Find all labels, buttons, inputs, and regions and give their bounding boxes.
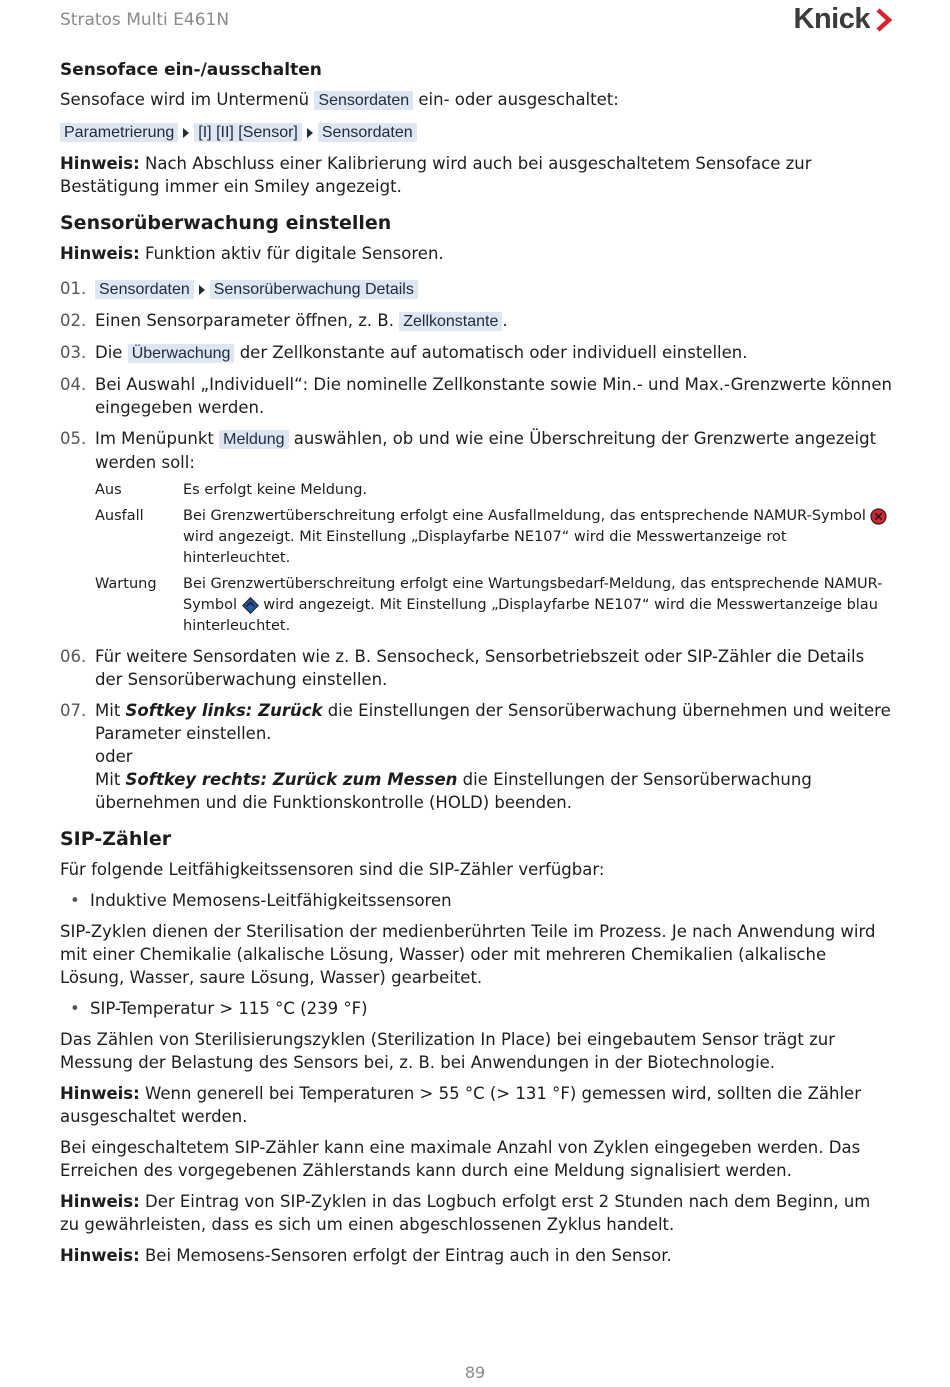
sensoface-note: Hinweis: Nach Abschluss einer Kalibrierung wird auch bei ausgeschaltetem Sensoface zur Bestätigung immer ein Smiley angezeigt. [60,154,812,196]
sip-intro: Für folgende Leitfähigkeitssensoren sind die SIP-Zähler verfügbar: [60,860,605,879]
sensoface-intro: Sensoface wird im Untermenü Sensordaten ein- oder ausgeschaltet: [60,90,619,109]
menu-parametrierung: Parametrierung [60,123,178,142]
monitoring-heading: Sensorüberwachung einstellen [60,212,392,234]
sip-paragraph: Das Zählen von Sterilisierungszyklen (Sterilization In Place) bei eingebautem Sensor trägt zur Messung der Belastung des Sensors bei, z. B. bei Anwendungen in der Biotechnologie. [60,1030,836,1072]
sip-note: Hinweis: Bei Memosens-Sensoren erfolgt der Eintrag auch in den Sensor. [60,1246,672,1265]
menu-zellkonstante: Zellkonstante [399,312,502,331]
menu-sensor-monitoring-details: Sensorüberwachung Details [210,280,418,299]
sip-note: Hinweis: Wenn generell bei Temperaturen > 55 °C (> 131 °F) gemessen wird, sollten die Zähler ausgeschaltet werden. [60,1084,861,1126]
arrow-right-icon [199,285,205,295]
chevron-right-icon [876,8,892,32]
sip-paragraph: Bei eingeschaltetem SIP-Zähler kann eine maximale Anzahl von Zyklen eingegeben werden. Das Erreichen des vorgegebenen Zählerstands kann durch eine Meldung signalisiert werden. [60,1138,861,1180]
step-item: 07. Mit Softkey links: Zurück die Einstellungen der Sensorüberwachung übernehmen und weitere Parameter einstellen. oder Mit Softkey rechts: Zurück zum Messen die Einstellungen der Sensorüberwachung übernehmen und die Funktionskontrolle (HOLD) beenden. [60,701,891,812]
menu-sensordaten: Sensordaten [314,91,413,110]
arrow-right-icon [307,128,313,138]
list-item: • SIP-Temperatur > 115 °C (239 °F) [60,997,892,1020]
arrow-right-icon [183,128,189,138]
sip-note: Hinweis: Der Eintrag von SIP-Zyklen in das Logbuch erfolgt erst 2 Stunden nach dem Beginn, um zu gewährleisten, dass es sich um einen abgeschlossenen Zyklus handelt. [60,1192,871,1234]
menu-sensordaten: Sensordaten [95,280,194,299]
step-item: 06. Für weitere Sensordaten wie z. B. Sensocheck, Sensorbetriebszeit oder SIP-Zähler die Details der Sensorüberwachung einstellen. [60,647,865,689]
sip-paragraph: SIP-Zyklen dienen der Sterilisation der medienberührten Teile im Prozess. Je nach Anwendung wird mit einer Chemikalie (alkalische Lösung, Wasser) oder mit mehreren Chemikalien (alkalische Lösung, Wasser, saure Lösung, Wasser) gearbeitet. [60,922,876,987]
option-row: Wartung Bei Grenzwertüberschreitung erfolgt eine Wartungsbedarf-Meldung, das entsprechende NAMUR-Symbol wird angezeigt. Mit Einstellung „Displayfarbe NE107“ wird die Messwertanzeige blau hinterleuchtet. [95,576,883,634]
monitoring-note: Hinweis: Funktion aktiv für digitale Sensoren. [60,244,444,263]
menu-path [60,120,892,144]
softkey-left-label: Softkey links: Zurück [125,701,323,720]
menu-ueberwachung: Überwachung [128,344,235,363]
namur-failure-icon [870,508,887,525]
sip-sensor-list [60,889,892,912]
sip-heading: SIP-Zähler [60,828,172,850]
softkey-right-label: Softkey rechts: Zurück zum Messen [125,770,458,789]
namur-maintenance-icon [242,597,259,614]
document-title: Stratos Multi E461N [60,10,230,30]
sensoface-heading: Sensoface ein-/ausschalten [60,60,322,80]
step-item: 02. Einen Sensorparameter öffnen, z. B. Zellkonstante . [60,311,508,330]
menu-sensordaten: Sensordaten [318,123,417,142]
step-item: 04. Bei Auswahl „Individuell“: Die nominelle Zellkonstante sowie Min.- und Max.-Grenzwerte können eingegeben werden. [60,375,892,417]
logo-text: Knick [793,3,870,35]
message-options [95,480,892,637]
step-item: 03. Die Überwachung der Zellkonstante auf automatisch oder individuell einstellen. [60,343,748,362]
page-number: 89 [464,1363,486,1382]
list-item: • Induktive Memosens-Leitfähigkeitssensoren [60,889,892,912]
monitoring-steps [60,277,892,814]
step-item: 05. Im Menüpunkt Meldung auswählen, ob und wie eine Überschreitung der Grenzwerte angezeigt werden soll: Aus Es erfolgt keine Meldung. Ausfall Bei Grenzwertüberschreitung erfolgt eine Ausfallmeldung, das entsprechende NAMUR-Symbol wird angezeigt. Mit Einstellung „Displayfarbe NE107“ wird die Messwertanzeige rot hinterleuchtet. Wartung Bei Grenzwertüberschreitung erfolgt eine Wartungsbedarf-Meldung, das entsprechende NAMUR-Symbol wird angezeigt. Mit Einstellung „Displayfarbe NE107“ wird die Messwertanzeige blau hinterleuchtet. [60,427,892,637]
step-item: 01. Sensordaten Sensorüberwachung Details [60,277,892,301]
menu-meldung: Meldung [219,430,288,449]
option-row: Aus Es erfolgt keine Meldung. [95,482,368,498]
sip-temperature-list [60,997,892,1020]
brand-logo [794,3,892,36]
page-content [60,60,892,1275]
option-row: Ausfall Bei Grenzwertüberschreitung erfolgt eine Ausfallmeldung, das entsprechende NAMUR-Symbol wird angezeigt. Mit Einstellung „Displayfarbe NE107“ wird die Messwertanzeige rot hinterleuchtet. [95,506,892,569]
menu-channels: [I] [II] [Sensor] [194,123,302,142]
